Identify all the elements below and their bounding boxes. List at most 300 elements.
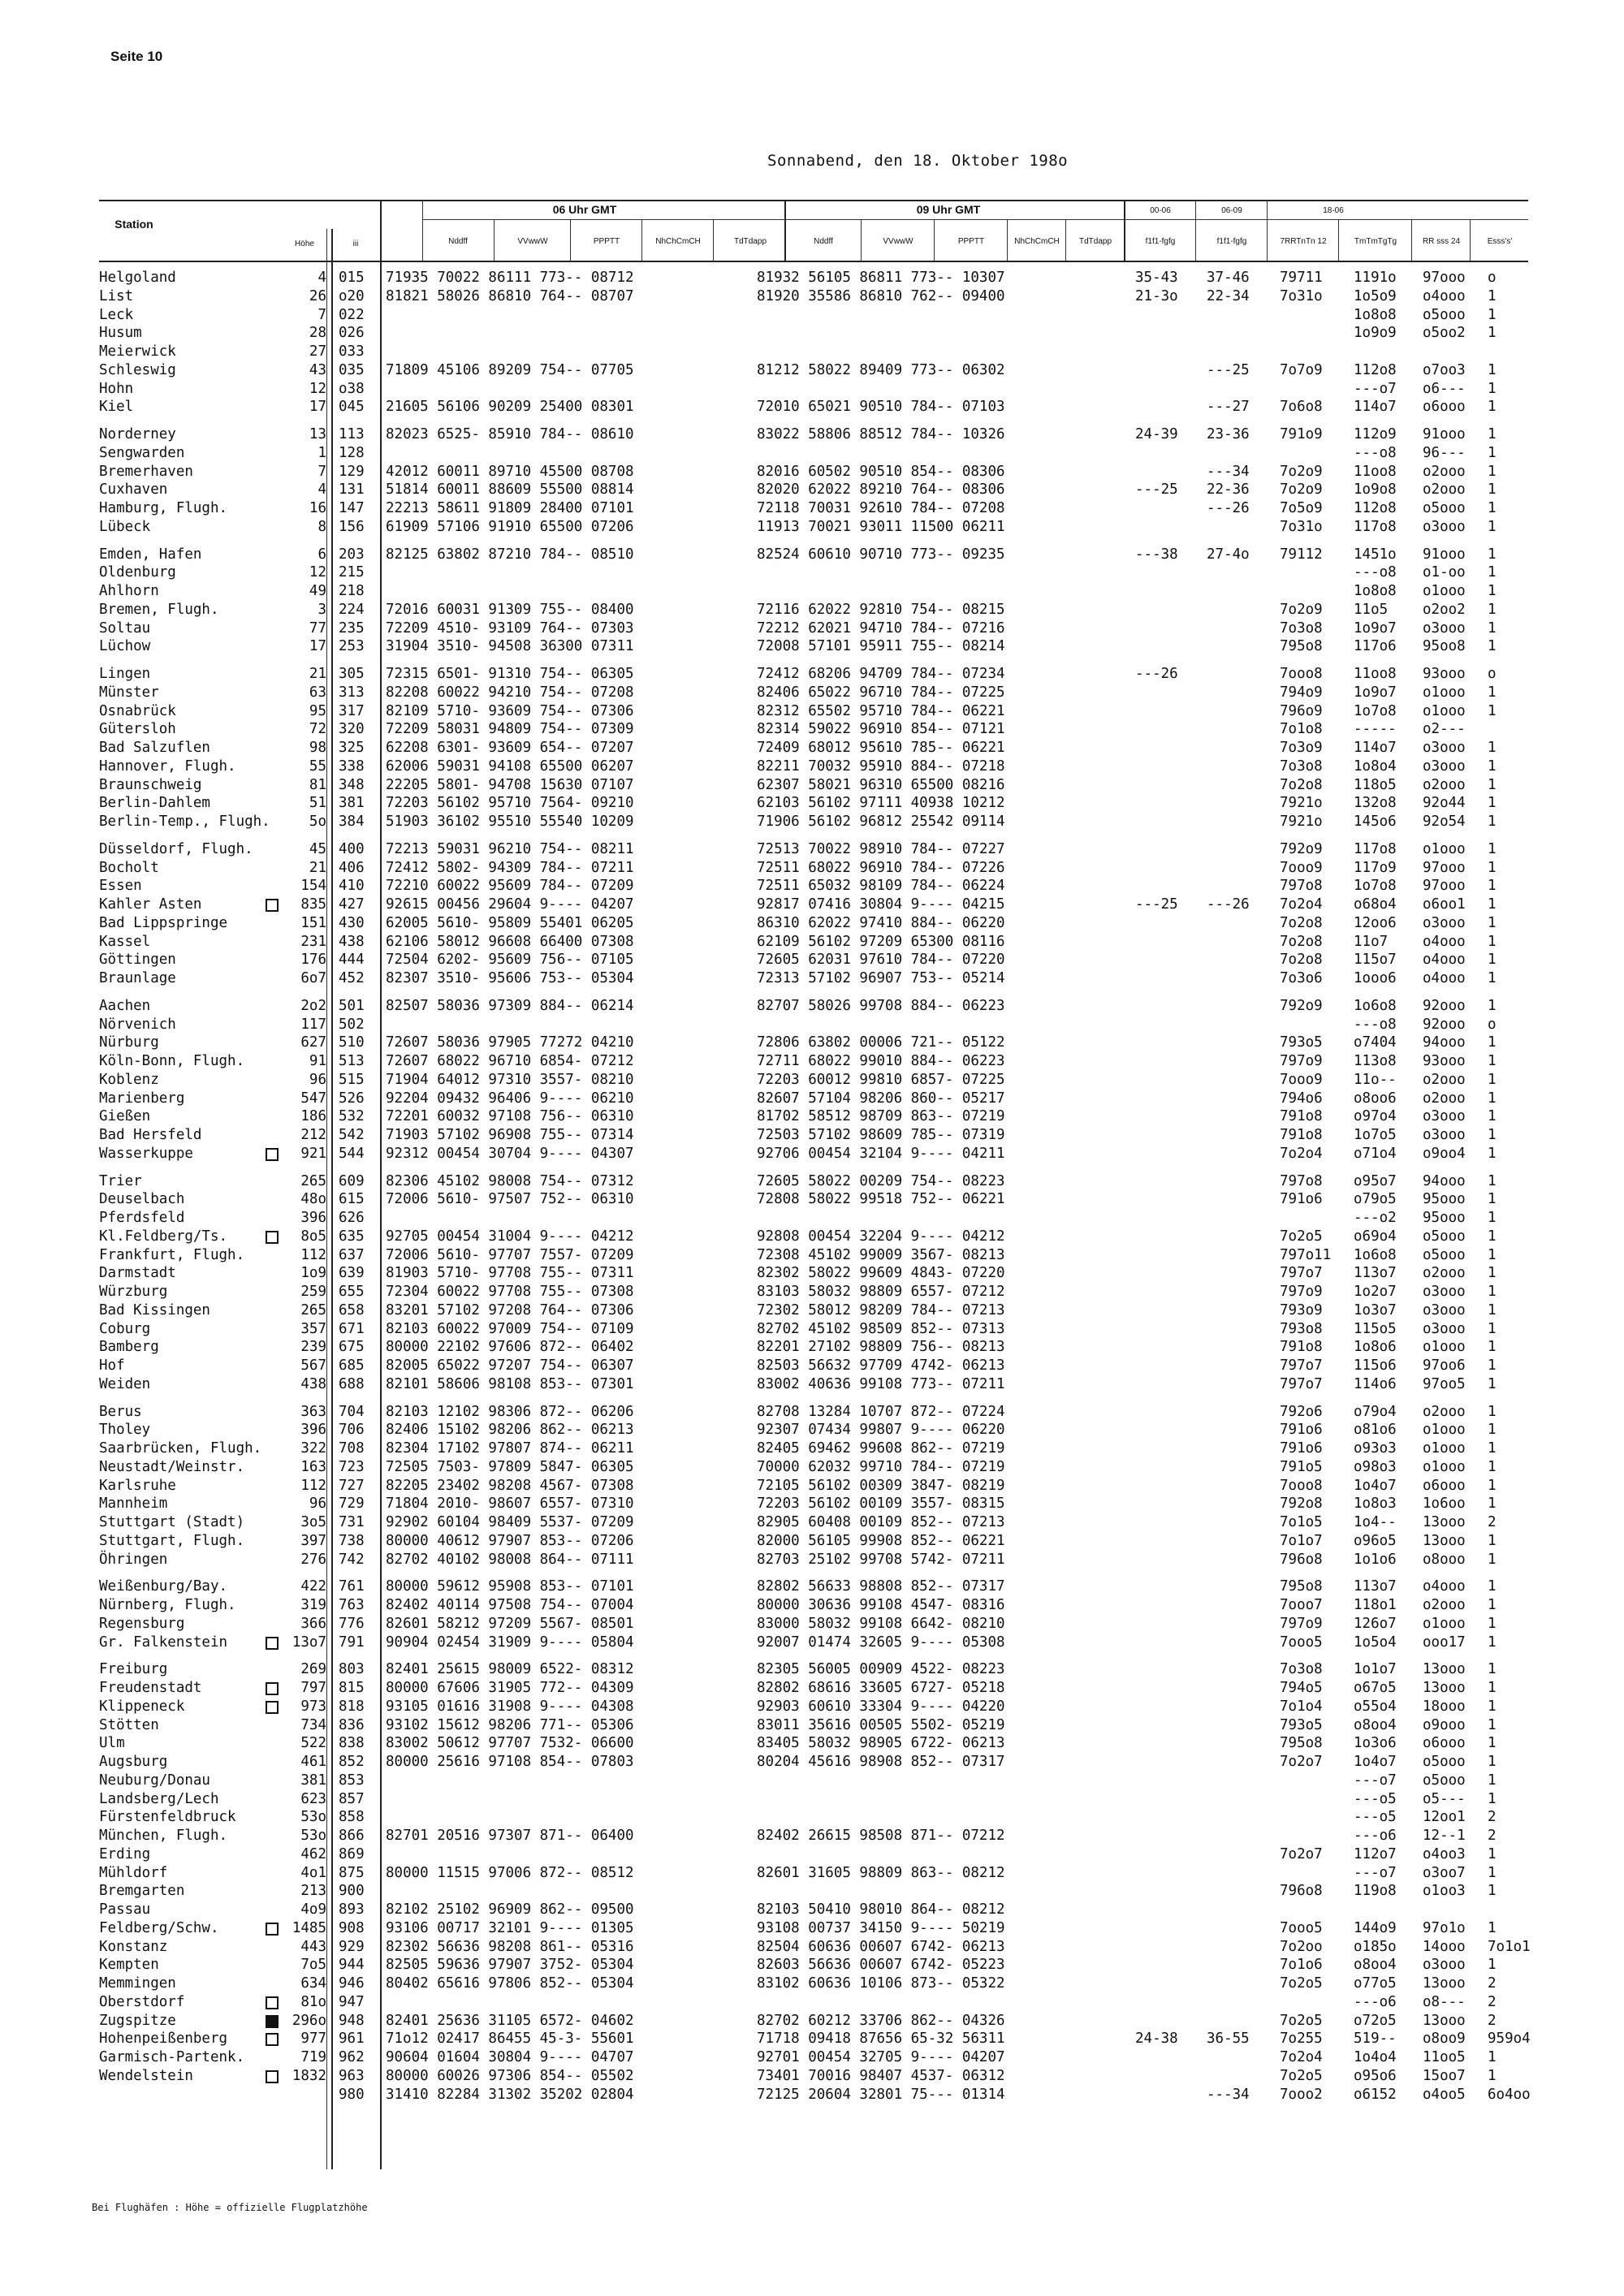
table-row — [0, 1376, 1624, 1393]
obs-09-group: 72808 58022 99518 752-- 06221 — [757, 1191, 1005, 1207]
station-height: 269 — [300, 1661, 326, 1677]
precip-group: o6ooo — [1423, 1478, 1466, 1494]
obs-06-group: 82601 58212 97209 5567- 08501 — [386, 1616, 634, 1632]
station-name: Öhringen — [99, 1552, 168, 1568]
station-index: 035 — [339, 362, 365, 378]
station-index: 980 — [339, 2087, 365, 2103]
obs-06-group: 62005 5610- 95809 55401 06205 — [386, 915, 634, 931]
station-name: Bad Hersfeld — [99, 1127, 202, 1143]
temp-group-7: 7ooo5 — [1280, 1634, 1323, 1651]
temp-group-7: 7o3o8 — [1280, 758, 1323, 775]
station-height: 522 — [300, 1735, 326, 1751]
temp-group-7: 793o5 — [1280, 1717, 1323, 1733]
obs-09-group: 82302 58022 99609 4843- 07220 — [757, 1265, 1005, 1281]
table-row — [0, 1578, 1624, 1595]
obs-09-group: 11913 70021 93011 11500 06211 — [757, 519, 1005, 535]
obs-09-group: 71906 56102 96812 25542 09114 — [757, 814, 1005, 830]
station-index: 962 — [339, 2049, 365, 2065]
obs-06-group: 71804 2010- 98607 6557- 07310 — [386, 1495, 634, 1512]
obs-06-group: 93106 00717 32101 9---- 01305 — [386, 1920, 634, 1936]
table-row — [0, 481, 1624, 498]
precip-group: o4ooo — [1423, 1578, 1466, 1595]
precip-group: 97oo6 — [1423, 1357, 1466, 1374]
wind-06-09: ---25 — [1207, 362, 1250, 378]
obs-09-group: 82103 50410 98010 864-- 08212 — [757, 1901, 1005, 1918]
station-name: Bamberg — [99, 1339, 159, 1355]
obs-06-group: 72505 7503- 97809 5847- 06305 — [386, 1459, 634, 1475]
station-index: 045 — [339, 399, 365, 415]
station-index: 218 — [339, 583, 365, 599]
tmtm-group: 1o7o8 — [1354, 878, 1397, 894]
obs-09-group: 72511 68022 96910 784-- 07226 — [757, 860, 1005, 876]
snow-group: 1 — [1488, 1339, 1497, 1355]
snow-group: 1 — [1488, 952, 1497, 968]
station-height: 77 — [309, 620, 326, 637]
station-index: 836 — [339, 1717, 365, 1733]
temp-group-7: 797o9 — [1280, 1616, 1323, 1632]
obs-06-group: 22213 58611 91809 28400 07101 — [386, 500, 634, 516]
table-row — [0, 1404, 1624, 1421]
station-height: 48o — [300, 1191, 326, 1207]
station-name: Passau — [99, 1901, 151, 1918]
date-line: Sonnabend, den 18. Oktober 198o — [767, 152, 1069, 170]
station-height: 381 — [300, 1772, 326, 1789]
snow-group: 1 — [1488, 1302, 1497, 1318]
obs-06-group: 71935 70022 86111 773-- 08712 — [386, 270, 634, 286]
station-index: 502 — [339, 1016, 365, 1033]
table-row — [0, 1975, 1624, 1992]
station-height: 259 — [300, 1284, 326, 1300]
station-height: 443 — [300, 1939, 326, 1955]
filled-square-icon — [266, 2015, 279, 2028]
wind-06-09: 22-36 — [1207, 481, 1250, 498]
table-row — [0, 758, 1624, 775]
tmtm-group: 112o7 — [1354, 1846, 1397, 1862]
obs-09-group: 72308 45102 99009 3567- 08213 — [757, 1247, 1005, 1263]
tmtm-group: ---o8 — [1354, 445, 1397, 461]
station-name: Bremen, Flugh. — [99, 602, 219, 618]
table-row — [0, 2068, 1624, 2085]
footnote: Bei Flughäfen : Höhe = offizielle Flugplatzhöhe — [92, 2202, 368, 2213]
snow-group: 1 — [1488, 1478, 1497, 1494]
tmtm-group: 113o7 — [1354, 1578, 1397, 1595]
obs-09-group: 82703 25102 99708 5742- 07211 — [757, 1552, 1005, 1568]
precip-group: 93ooo — [1423, 666, 1466, 682]
tmtm-group: 114o7 — [1354, 399, 1397, 415]
table-row — [0, 1883, 1624, 1900]
snow-group: 1 — [1488, 2068, 1497, 2084]
precip-group: 96--- — [1423, 445, 1466, 461]
station-height: 397 — [300, 1533, 326, 1549]
tmtm-group: o93o3 — [1354, 1440, 1397, 1457]
station-name: Nürnberg, Flugh. — [99, 1597, 236, 1613]
station-index: 685 — [339, 1357, 365, 1374]
table-row — [0, 1053, 1624, 1070]
obs-06-group: 72607 68022 96710 6854- 07212 — [386, 1053, 634, 1069]
table-row — [0, 1108, 1624, 1125]
station-height: 276 — [300, 1552, 326, 1568]
tmtm-group: 114o7 — [1354, 740, 1397, 756]
wind-06-09: 27-4o — [1207, 546, 1250, 563]
station-name: Weißenburg/Bay. — [99, 1578, 228, 1595]
station-name: Aachen — [99, 998, 151, 1014]
obs-06-group: 82103 12102 98306 872-- 06206 — [386, 1404, 634, 1420]
header-extra-f1-b: f1f1-fgfg — [1216, 237, 1247, 246]
obs-09-group: 72412 68206 94709 784-- 07234 — [757, 666, 1005, 682]
obs-09-group: 62307 58021 96310 65500 08216 — [757, 777, 1005, 793]
snow-group: 2 — [1488, 1828, 1497, 1844]
obs-06-group: 82023 6525- 85910 784-- 08610 — [386, 426, 634, 442]
station-name: Gießen — [99, 1108, 151, 1124]
obs-09-group: 92701 00454 32705 9---- 04207 — [757, 2049, 1005, 2065]
station-name: Meierwick — [99, 343, 176, 360]
table-row — [0, 1680, 1624, 1697]
station-height: 1832 — [292, 2068, 326, 2084]
snow-group: 1 — [1488, 841, 1497, 857]
station-index: 900 — [339, 1883, 365, 1899]
table-row — [0, 620, 1624, 637]
obs-09-group: 72105 56102 00309 3847- 08219 — [757, 1478, 1005, 1494]
col-sep-09-e — [1065, 219, 1066, 261]
obs-09-group: 62109 56102 97209 65300 08116 — [757, 934, 1005, 950]
obs-06-group: 82109 5710- 93609 754-- 07306 — [386, 703, 634, 719]
obs-09-group: 83000 58032 99108 6642- 08210 — [757, 1616, 1005, 1632]
station-height: 81o — [300, 1994, 326, 2010]
wind-06-09: ---34 — [1207, 2087, 1250, 2103]
station-height: 835 — [300, 896, 326, 913]
obs-09-group: 72711 68022 99010 884-- 06223 — [757, 1053, 1005, 1069]
col-sep-09-d — [1007, 219, 1008, 261]
wind-06-09: 36-55 — [1207, 2031, 1250, 2047]
snow-group: 2 — [1488, 1809, 1497, 1825]
table-row — [0, 1957, 1624, 1974]
station-index: 406 — [339, 860, 365, 876]
square-icon — [266, 1923, 279, 1936]
station-index: 515 — [339, 1072, 365, 1088]
tmtm-group: 112o8 — [1354, 362, 1397, 378]
tmtm-group: 1o4o4 — [1354, 2049, 1397, 2065]
table-row — [0, 307, 1624, 324]
station-height: 265 — [300, 1173, 326, 1189]
obs-09-group: 83002 40636 99108 773-- 07211 — [757, 1376, 1005, 1392]
temp-group-7: 79711 — [1280, 270, 1323, 286]
station-index: 113 — [339, 426, 365, 442]
wind-06-09: ---27 — [1207, 399, 1250, 415]
obs-06-group: 62106 58012 96608 66400 07308 — [386, 934, 634, 950]
precip-group: o2ooo — [1423, 1090, 1466, 1107]
obs-09-group: 83103 58032 98809 6557- 07212 — [757, 1284, 1005, 1300]
tmtm-group: o95o6 — [1354, 2068, 1397, 2084]
station-name: Frankfurt, Flugh. — [99, 1247, 245, 1263]
table-row — [0, 1302, 1624, 1319]
snow-group: 1 — [1488, 546, 1497, 563]
header-06-pppt: PPPTT — [593, 237, 620, 246]
table-row — [0, 546, 1624, 563]
table-row — [0, 1846, 1624, 1863]
snow-group: 1 — [1488, 288, 1497, 304]
station-index: 235 — [339, 620, 365, 637]
table-row — [0, 952, 1624, 969]
precip-group: o2ooo — [1423, 1597, 1466, 1613]
obs-06-group: 51814 60011 88609 55500 08814 — [386, 481, 634, 498]
precip-group: o2ooo — [1423, 1072, 1466, 1088]
snow-group: 1 — [1488, 445, 1497, 461]
precip-group: o2ooo — [1423, 777, 1466, 793]
obs-06-group: 92615 00456 29604 9---- 04207 — [386, 896, 634, 913]
station-name: Cuxhaven — [99, 481, 168, 498]
tmtm-group: 118o1 — [1354, 1597, 1397, 1613]
tmtm-group: o67o5 — [1354, 1680, 1397, 1696]
station-index: 853 — [339, 1772, 365, 1789]
obs-09-group: 72010 65021 90510 784-- 07103 — [757, 399, 1005, 415]
wind-00-06: 21-3o — [1135, 288, 1178, 304]
station-height: 151 — [300, 915, 326, 931]
header-06-nddff: Nddff — [448, 237, 468, 246]
station-height: 163 — [300, 1459, 326, 1475]
table-row — [0, 583, 1624, 600]
tmtm-group: 115o7 — [1354, 952, 1397, 968]
col-sep-09-c — [934, 219, 935, 261]
tmtm-group: 1o5o4 — [1354, 1634, 1397, 1651]
tmtm-group: 117o6 — [1354, 638, 1397, 654]
tmtm-group: 1o4o7 — [1354, 1754, 1397, 1770]
tmtm-group: 11oo8 — [1354, 464, 1397, 480]
station-height: 7o5 — [300, 1957, 326, 1973]
temp-group-7: 7o2o5 — [1280, 2013, 1323, 2029]
temp-group-7: 7o5o9 — [1280, 500, 1323, 516]
snow-group: 1 — [1488, 777, 1497, 793]
station-name: Zugspitze — [99, 2013, 176, 2029]
wind-06-09: ---34 — [1207, 464, 1250, 480]
table-row — [0, 1735, 1624, 1752]
snow-group: 1 — [1488, 1265, 1497, 1281]
header-station: Station — [114, 218, 153, 231]
precip-group: o4ooo — [1423, 952, 1466, 968]
tmtm-group: ----- — [1354, 721, 1397, 737]
tmtm-group: 1o7o8 — [1354, 703, 1397, 719]
station-name: Oberstdorf — [99, 1994, 185, 2010]
tmtm-group: ---o7 — [1354, 381, 1397, 397]
snow-group: 1 — [1488, 1865, 1497, 1881]
snow-group: 1 — [1488, 481, 1497, 498]
obs-06-group: 82406 15102 98206 862-- 06213 — [386, 1422, 634, 1438]
snow-group: 1 — [1488, 1053, 1497, 1069]
snow-group: 1 — [1488, 1661, 1497, 1677]
col-sep-09-b — [861, 219, 862, 261]
snow-group: 1 — [1488, 1791, 1497, 1807]
precip-group: 13ooo — [1423, 1514, 1466, 1530]
precip-group: 91ooo — [1423, 546, 1466, 563]
precip-group: 14ooo — [1423, 1939, 1466, 1955]
station-name: Würzburg — [99, 1284, 168, 1300]
obs-09-group: 72118 70031 92610 784-- 07208 — [757, 500, 1005, 516]
table-row — [0, 1459, 1624, 1476]
tmtm-group: ---o7 — [1354, 1865, 1397, 1881]
table-row — [0, 1265, 1624, 1282]
obs-09-group: 82405 69462 99608 862-- 07219 — [757, 1440, 1005, 1457]
snow-group: 1 — [1488, 703, 1497, 719]
table-row — [0, 1809, 1624, 1826]
snow-group: 1 — [1488, 464, 1497, 480]
obs-09-group: 72116 62022 92810 754-- 08215 — [757, 602, 1005, 618]
station-height: 634 — [300, 1975, 326, 1992]
station-index: 908 — [339, 1920, 365, 1936]
snow-group: 1 — [1488, 758, 1497, 775]
station-height: 21 — [309, 860, 326, 876]
station-name: Bad Lippspringe — [99, 915, 228, 931]
station-index: 501 — [339, 998, 365, 1014]
temp-group-7: 793o5 — [1280, 1034, 1323, 1051]
temp-group-7: 7o31o — [1280, 288, 1323, 304]
tmtm-group: 1o5o9 — [1354, 288, 1397, 304]
table-row — [0, 1634, 1624, 1651]
temp-group-7: 7o2o5 — [1280, 2068, 1323, 2084]
temp-group-7: 795o8 — [1280, 1578, 1323, 1595]
obs-09-group: 93108 00737 34150 9---- 50219 — [757, 1920, 1005, 1936]
station-name: München, Flugh. — [99, 1828, 228, 1844]
station-index: 542 — [339, 1127, 365, 1143]
temp-group-7: 7ooo7 — [1280, 1597, 1323, 1613]
obs-09-group: 82503 56632 97709 4742- 06213 — [757, 1357, 1005, 1374]
station-index: 026 — [339, 325, 365, 341]
station-height: 322 — [300, 1440, 326, 1457]
station-name: Coburg — [99, 1321, 151, 1337]
tmtm-group: 1451o — [1354, 546, 1397, 563]
tmtm-group: 145o6 — [1354, 814, 1397, 830]
table-row — [0, 602, 1624, 619]
station-name: Bocholt — [99, 860, 159, 876]
obs-09-group: 82020 62022 89210 764-- 08306 — [757, 481, 1005, 498]
wind-00-06: 35-43 — [1135, 270, 1178, 286]
station-index: 761 — [339, 1578, 365, 1595]
station-index: 203 — [339, 546, 365, 563]
obs-06-group: 31410 82284 31302 35202 02804 — [386, 2087, 634, 2103]
wind-00-06: 24-39 — [1135, 426, 1178, 442]
temp-group-7: 792o9 — [1280, 841, 1323, 857]
station-name: Hamburg, Flugh. — [99, 500, 228, 516]
station-index: 444 — [339, 952, 365, 968]
obs-06-group: 71o12 02417 86455 45-3- 55601 — [386, 2031, 634, 2047]
station-name: Stötten — [99, 1717, 159, 1733]
table-row — [0, 934, 1624, 951]
table-row — [0, 343, 1624, 360]
obs-09-group: 72203 60012 99810 6857- 07225 — [757, 1072, 1005, 1088]
temp-group-7: 792o9 — [1280, 998, 1323, 1014]
tmtm-group: 1o8o3 — [1354, 1495, 1397, 1512]
temp-group-7: 7o3o9 — [1280, 740, 1323, 756]
station-index: 688 — [339, 1376, 365, 1392]
snow-group: 1 — [1488, 1146, 1497, 1162]
station-height: 4o1 — [300, 1865, 326, 1881]
snow-group: 1 — [1488, 1108, 1497, 1124]
precip-group: 92ooo — [1423, 998, 1466, 1014]
station-name: Garmisch-Partenk. — [99, 2049, 245, 2065]
snow-group: 1 — [1488, 814, 1497, 830]
tmtm-group: 1o9o7 — [1354, 620, 1397, 637]
tmtm-group: 117o9 — [1354, 860, 1397, 876]
station-height: 13 — [309, 426, 326, 442]
temp-group-7: 79112 — [1280, 546, 1323, 563]
tmtm-group: 112o8 — [1354, 500, 1397, 516]
temp-group-7: 7o1o8 — [1280, 721, 1323, 737]
obs-06-group: 72016 60031 91309 755-- 08400 — [386, 602, 634, 618]
table-row — [0, 464, 1624, 481]
obs-09-group: 82708 13284 10707 872-- 07224 — [757, 1404, 1005, 1420]
station-height: 98 — [309, 740, 326, 756]
station-index: 875 — [339, 1865, 365, 1881]
station-height: 547 — [300, 1090, 326, 1107]
snow-group: 1 — [1488, 1920, 1497, 1936]
snow-group: 1 — [1488, 1440, 1497, 1457]
precip-group: 13ooo — [1423, 1661, 1466, 1677]
station-index: o20 — [339, 288, 365, 304]
precip-group: o6ooo — [1423, 399, 1466, 415]
station-height: 461 — [300, 1754, 326, 1770]
table-row — [0, 1661, 1624, 1678]
station-name: Erding — [99, 1846, 151, 1862]
table-row — [0, 362, 1624, 379]
tmtm-group: 11o7 — [1354, 934, 1389, 950]
obs-06-group: 71904 64012 97310 3557- 08210 — [386, 1072, 634, 1088]
obs-09-group: 83022 58806 88512 784-- 10326 — [757, 426, 1005, 442]
station-name: Osnabrück — [99, 703, 176, 719]
obs-09-group: 82314 59022 96910 854-- 07121 — [757, 721, 1005, 737]
station-index: 671 — [339, 1321, 365, 1337]
temp-group-7: 7o1o5 — [1280, 1514, 1323, 1530]
tmtm-group: 1o8o4 — [1354, 758, 1397, 775]
temp-group-7: 7o2o7 — [1280, 1846, 1323, 1862]
station-index: 033 — [339, 343, 365, 360]
precip-group: 91ooo — [1423, 426, 1466, 442]
snow-group: 7o1o1 — [1488, 1939, 1531, 1955]
station-index: 626 — [339, 1210, 365, 1226]
obs-06-group: 90604 01604 30804 9---- 04707 — [386, 2049, 634, 2065]
snow-group: 1 — [1488, 1173, 1497, 1189]
precip-group: o2ooo — [1423, 464, 1466, 480]
station-index: 452 — [339, 970, 365, 986]
tmtm-group: o98o3 — [1354, 1459, 1397, 1475]
precip-group: o5ooo — [1423, 1754, 1466, 1770]
station-height: 1485 — [292, 1920, 326, 1936]
table-row — [0, 1514, 1624, 1531]
station-name: Emden, Hafen — [99, 546, 202, 563]
tmtm-group: 113o7 — [1354, 1265, 1397, 1281]
obs-09-group: 82607 57104 98206 860-- 05217 — [757, 1090, 1005, 1107]
station-index: 381 — [339, 795, 365, 811]
temp-group-7: 7ooo8 — [1280, 1478, 1323, 1494]
obs-09-group: 72212 62021 94710 784-- 07216 — [757, 620, 1005, 637]
obs-09-group: 82707 58026 99708 884-- 06223 — [757, 998, 1005, 1014]
station-name: Nürburg — [99, 1034, 159, 1051]
obs-06-group: 71903 57102 96908 755-- 07314 — [386, 1127, 634, 1143]
station-index: 338 — [339, 758, 365, 775]
obs-09-group: 72203 56102 00109 3557- 08315 — [757, 1495, 1005, 1512]
station-height: 96 — [309, 1495, 326, 1512]
station-name: Berlin-Dahlem — [99, 795, 210, 811]
station-index: 708 — [339, 1440, 365, 1457]
obs-06-group: 82401 25615 98009 6522- 08312 — [386, 1661, 634, 1677]
precip-group: o2ooo — [1423, 1404, 1466, 1420]
snow-group: 1 — [1488, 1533, 1497, 1549]
snow-group: 1 — [1488, 1072, 1497, 1088]
tmtm-group: 519-- — [1354, 2031, 1397, 2047]
snow-group: 1 — [1488, 915, 1497, 931]
snow-group: 6o4oo — [1488, 2087, 1531, 2103]
obs-06-group: 92312 00454 30704 9---- 04307 — [386, 1146, 634, 1162]
snow-group: 2 — [1488, 1975, 1497, 1992]
station-name: Landsberg/Lech — [99, 1791, 219, 1807]
snow-group: 1 — [1488, 740, 1497, 756]
